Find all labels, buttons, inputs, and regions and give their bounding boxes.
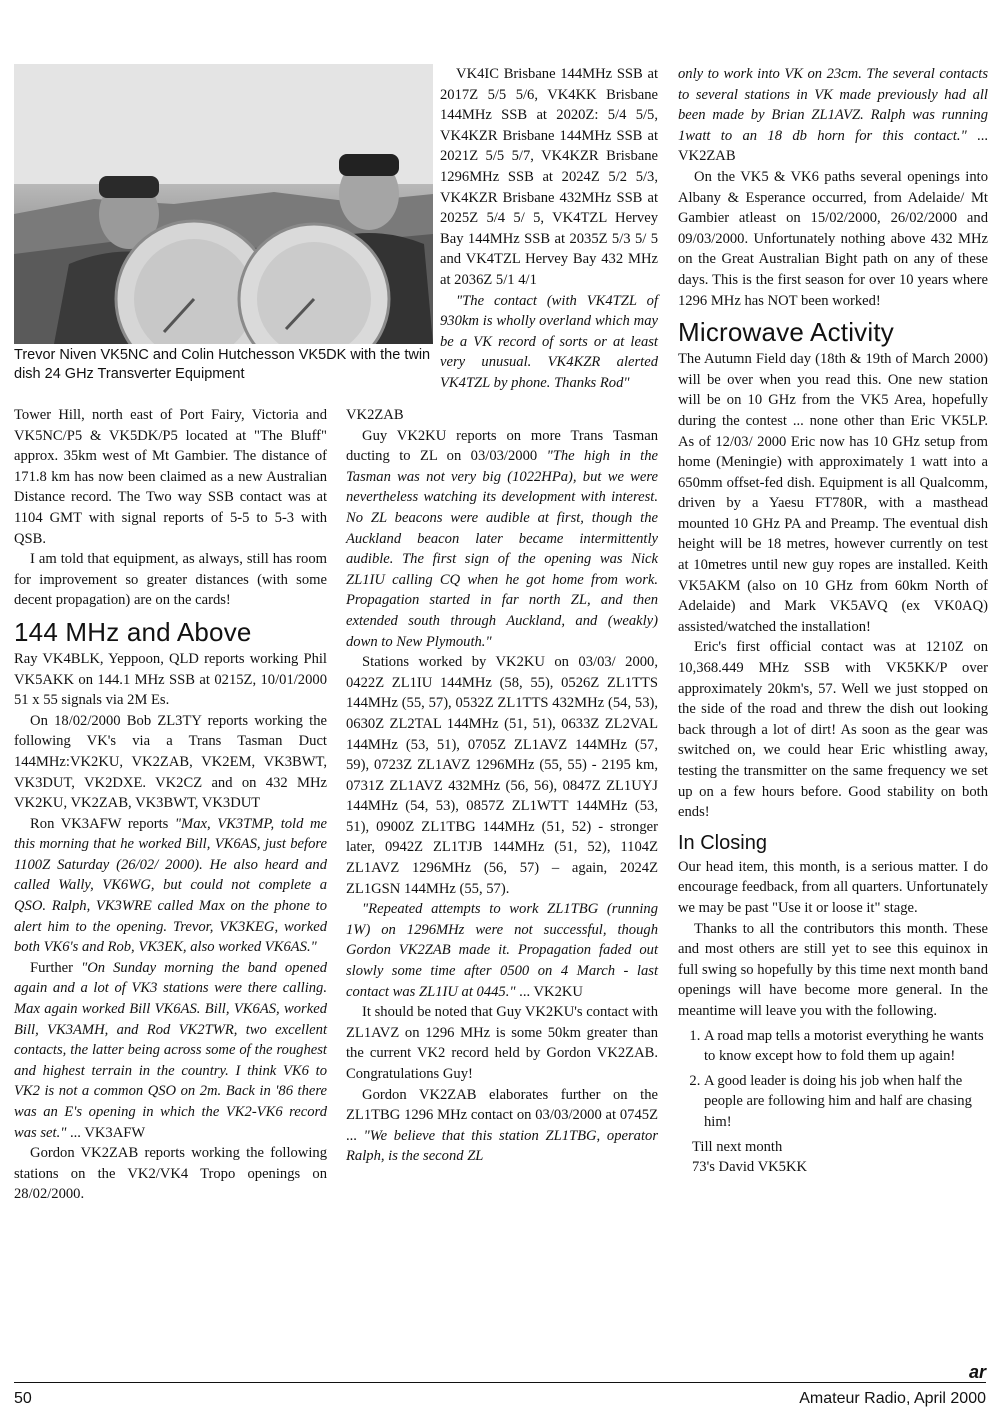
- quote: "We believe that this station ZL1TBG, operator Ralph, is the second ZL: [346, 1127, 658, 1165]
- paragraph: [678, 64, 988, 167]
- signoff: 73's David VK5KK: [692, 1159, 808, 1176]
- paragraph: On 18/02/2000 Bob ZL3TY reports working the following VK's via a Trans Tasman Duct 144MHz:VK2KU, VK2ZAB, VK2EM, VK3BWT, VK3DUT, VK2DXE. VK2CZ and on 432 MHz VK2KU, VK2ZAB, VK3BWT, VK3DUT: [14, 712, 327, 812]
- list-item: 1. A road map tells a motorist everything he wants to know except how to fold them up again!: [704, 1026, 988, 1067]
- footer-divider: [14, 1382, 986, 1383]
- section-heading: Microwave Activity: [678, 317, 894, 348]
- paragraph: [440, 291, 658, 394]
- paragraph: Eric's first official contact was at 1210Z on 10,368.449 MHz SSB with VK5KK/P over approximately 20km's, 57. Well we just stopped on the side of the road and threw the dish out looking back through a lot of dirt! As soon as the gear was switched on, we could hear Eric whistling away, testing the transmitter on the same frequency we set up on a few hours before. Good stability on both ends!: [678, 639, 988, 821]
- paragraph: Tower Hill, north east of Port Fairy, Victoria and VK5NC/P5 & VK5DK/P5 located at "The Bluff" approx. 35km west of Mt Gambier. The distance of 171.8 km has now been claimed as a new Australian Distance record. The Two way SSB contact was at 1104 GMT with signal reports of 5-5 to 5-3 with QSB.: [14, 407, 327, 547]
- quote: only to work into VK on 23cm. The several contacts to several stations in VK made previously had all been made by Brian ZL1AVZ. Ralph was running 1watt to an 18 db horn for this contact.": [678, 66, 988, 144]
- paragraph-lead: Ron VK3AFW reports: [30, 815, 175, 832]
- paragraph: [346, 405, 658, 426]
- quote: "The contact (with VK4TZL of 930km is wholly overland which may be a VK record of sorts or at least very unusual. VK4KZR alerted VK4TZL by phone. Thanks Rod": [440, 292, 658, 391]
- quote: "Repeated attempts to work ZL1TBG (running 1W) on 1296MHz were not successful, though Gordon VK2ZAB made it. Propagation faded out slowly some time after 0500 on 4 March - last contact was ZL1IU at 0445.": [346, 901, 658, 1000]
- signoff: Till next month: [692, 1138, 783, 1155]
- paragraph: Our head item, this month, is a serious matter. I do encourage feedback, from all quarters. Unfortunately we may be past "Use it or loose it" stage.: [678, 858, 988, 916]
- section-heading: In Closing: [678, 831, 767, 854]
- paragraph: [14, 958, 327, 1143]
- numbered-list: [678, 1026, 988, 1133]
- photo-caption: Trevor Niven VK5NC and Colin Hutchesson VK5DK with the twin dish 24 GHz Transverter Equipment: [14, 347, 431, 382]
- attribution: ... VK2KU: [515, 983, 583, 1000]
- quote: "On Sunday morning the band opened again and a lot of VK3 stations were there calling. Max again worked Bill VK6AS. Bill, VK6AS, worked Bill, VK3AMH, and Rod VK2TWR, two excellent contacts, the latter being across some of the roughest and highest terrain in the country. I think VK6 to VK2 is not a common QSO on 2m. Back in '86 there was an E's opening in which the VK2-VK6 record was set.": [14, 959, 327, 1141]
- section-heading: 144 MHz and Above: [14, 616, 252, 647]
- page-number: 50: [14, 1390, 32, 1407]
- photo-two-men-with-dishes: [14, 64, 433, 344]
- quote: "Max, VK3TMP, told me this morning that he worked Bill, VK6AS, just before 1100Z Saturday (26/02/ 2000). He also heard and called Wally, VK6WG, but could not complete a QSO. Ralph, VK3WRE called Max on the phone to alert him to the opening. Trevor, VK3KEG, worked both VK6's and Rob, VK3EK, also worked VK6AS.": [14, 815, 327, 956]
- magazine-issue: Amateur Radio, April 2000: [799, 1390, 986, 1407]
- list-item: 2. A good leader is doing his job when half the people are following him and half are chasing him!: [704, 1071, 988, 1133]
- attribution: ... VK2ZAB: [678, 127, 988, 165]
- paragraph: On the VK5 & VK6 paths several openings into Albany & Esperance occurred, from Adelaide/ Mt Gambier atleast on 15/02/2000, 26/02/2000 and 09/03/2000. Unfortunately nothing above 432 MHz on the Great Australian Bight path on any of these days. This is the first season for over 10 years where 1296 MHz has NOT been worked!: [678, 168, 988, 309]
- paragraph: Thanks to all the contributors this month. These and most others are still yet to see this equinox in full swing so hopefully by this time next month band openings will have become more general. In the meantime will leave you with the following.: [678, 920, 988, 1019]
- column-1: [14, 405, 327, 1205]
- paragraph: [346, 1085, 658, 1167]
- paragraph: [346, 899, 658, 1002]
- paragraph: [14, 814, 327, 958]
- paragraph: Stations worked by VK2KU on 03/03/ 2000, 0422Z ZL1IU 144MHz (58, 55), 0526Z ZL1TTS 144MHz (55, 57), 0532Z ZL1TTS 432MHz (54, 53), 0630Z ZL2TAL 144MHz (51, 51), 0633Z ZL2VAL 144MHz (53, 51), 0705Z ZL1AVZ 144MHz (57, 59), 0723Z ZL1AVZ 1296MHz (55, 55) - 2195 km, 0731Z ZL1AVZ 432MHz (56, 56), 0847Z ZL1UYJ 144MHz (54, 53), 0857Z ZL1WTT 144MHz (53, 51), 0900Z ZL1TBG 144MHz (51, 52) - stronger later, 0942Z ZL1TJB 144MHz (51, 52), 1104Z ZL1AVZ 1296MHz (56, 57) – again, 2024Z ZL1GSN 144MHz (55, 57).: [346, 654, 658, 897]
- paragraph-lead: Gordon VK2ZAB elaborates further on the ZL1TBG 1296 MHz contact on 03/03/2000 at 0745Z ...: [346, 1086, 658, 1144]
- paragraph-lead: Guy VK2KU reports on more Trans Tasman ducting to ZL on 03/03/2000: [346, 427, 658, 465]
- photo-illustration: [14, 64, 433, 344]
- attribution: VK2ZAB: [346, 407, 404, 423]
- paragraph: I am told that equipment, as always, still has room for improvement so greater distances (with some decent propagation) are on the cards!: [14, 551, 327, 609]
- paragraph: [346, 426, 658, 653]
- paragraph: VK4IC Brisbane 144MHz SSB at 2017Z 5/5 5/6, VK4KK Brisbane 144MHz SSB at 2020Z: 5/4 5/5, VK4KZR Brisbane 144MHz SSB at 2021Z 5/5 5/7, VK4KZR Brisbane 1296MHz SSB at 2024Z 5/2 5/3, VK4KZR Brisbane 432MHz SSB at 2025Z 5/4 5/ 5, VK4TZL Hervey Bay 144MHz SSB at 2035Z 5/3 5/ 5 and VK4TZL Hervey Bay 432 MHz at 2036Z 5/1 4/1: [440, 66, 658, 288]
- paragraph: Ray VK4BLK, Yeppoon, QLD reports working Phil VK5AKK on 144.1 MHz SSB at 0215Z, 10/01/2000 51 x 55 signals via 2M Es.: [14, 650, 327, 709]
- paragraph: It should be noted that Guy VK2KU's contact with ZL1AVZ on 1296 MHz is some 50km greater than the current VK2 record held by Gordon VK2ZAB. Congratulations Guy!: [346, 1004, 658, 1082]
- column-2-top: [440, 64, 658, 394]
- attribution: ... VK3AFW: [66, 1124, 146, 1141]
- paragraph-lead: Further: [30, 959, 82, 976]
- column-2: [346, 405, 658, 1167]
- paragraph: The Autumn Field day (18th & 19th of March 2000) will be over when you read this. One new station will be on 10 GHz from the VK5 Area, hopefully during the contest ... none other than Eric VK5LP. As of 12/03/ 2000 Eric now has 10 GHz setup from home (Meningie) with approximately 1 watt into a 650mm offset-fed dish. Equipment is all Qualcomm, driven by a Yaesu FT780R, with a masthead mounted 10 GHz PA and Preamp. The eventual dish height will be 18 metres, however currently on test at 10metres until new guy ropes are installed. Keith VK5AKM (also on 10 GHz from 60km North of Adelaide) and Mark VK5AVQ (ex VK0AQ) assisted/watched the installation!: [678, 351, 988, 635]
- paragraph: Gordon VK2ZAB reports working the following stations on the VK2/VK4 Tropo openings on 28/02/2000.: [14, 1145, 327, 1203]
- column-3: [678, 64, 988, 1178]
- magazine-logo: ar: [968, 1362, 986, 1382]
- quote: "The high in the Tasman was not very big (1022HPa), but we were nevertheless watching its development with interest. No ZL beacons were audible at first, though the Auckland beacon later became intermittently audible. The first sign of the opening was Nick ZL1IU calling CQ when he got home from work. Propagation started in far north ZL, and then extended south through Auckland, and (weakly) down to New Plymouth.": [346, 448, 658, 650]
